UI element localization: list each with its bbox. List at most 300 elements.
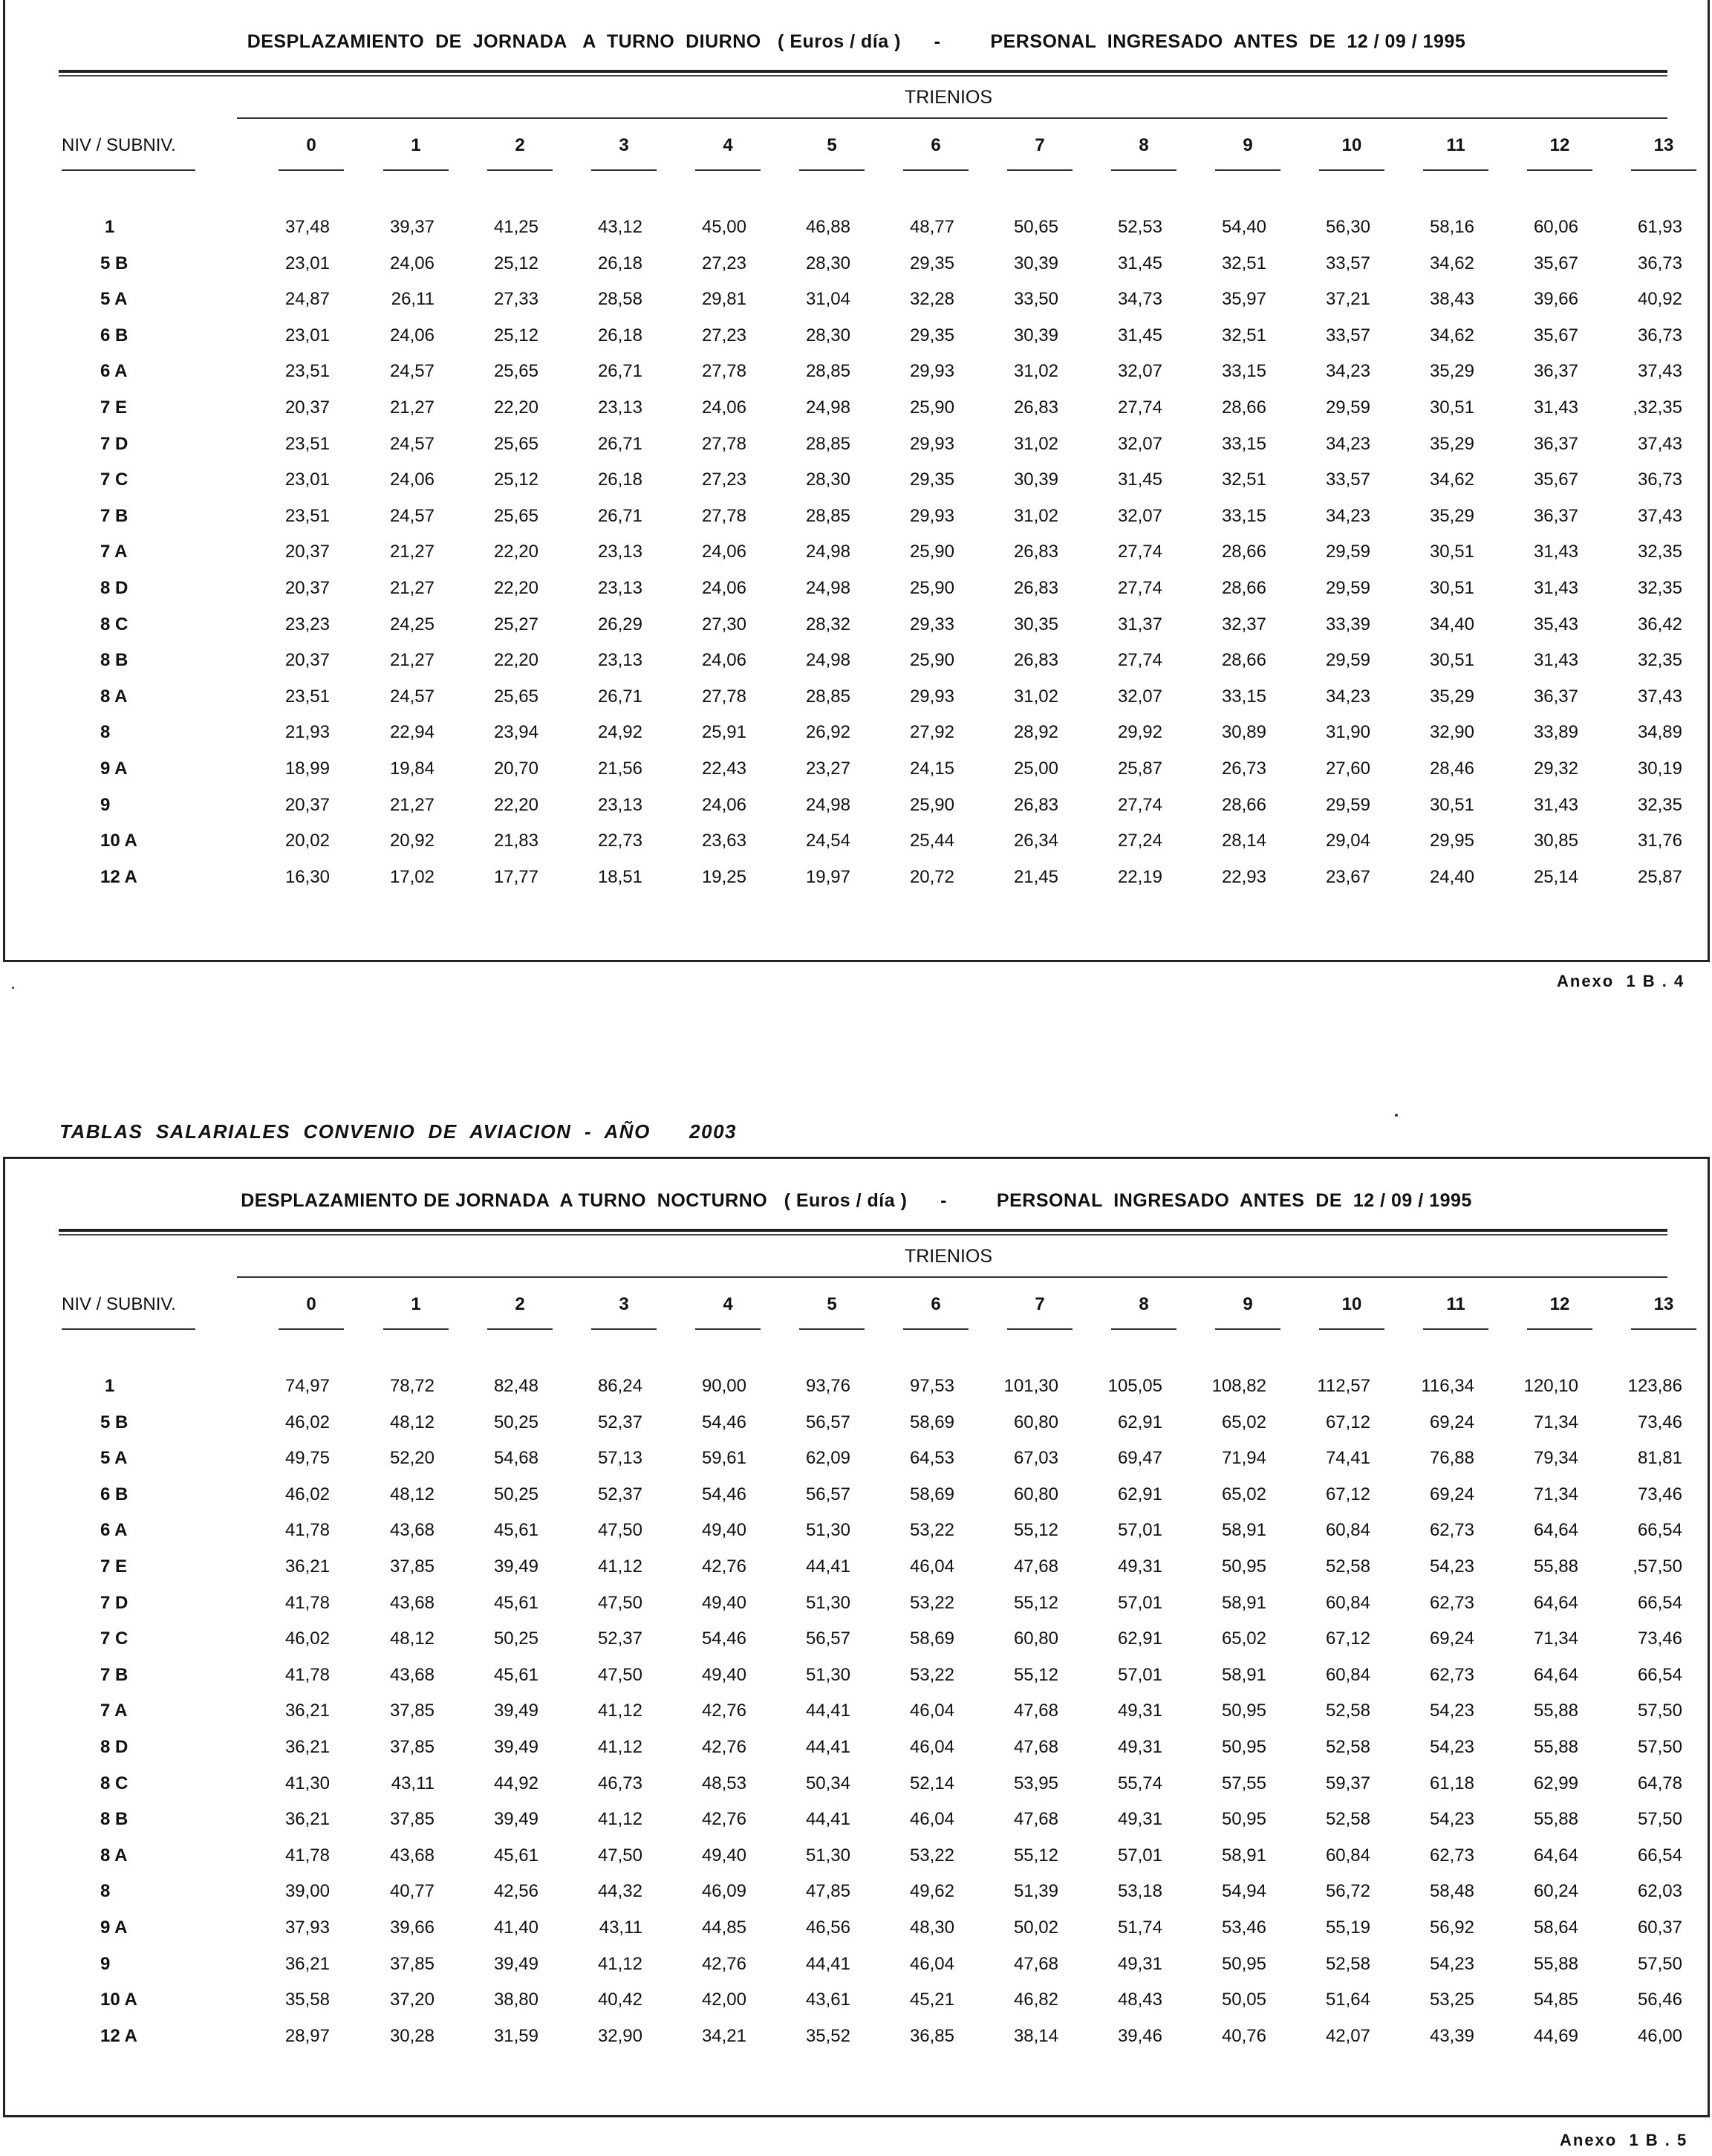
table-row: [5, 578, 1708, 614]
table-cell: 44,85: [701, 1918, 746, 1938]
table-cell: 26,71: [597, 361, 642, 382]
table-cell: 62,73: [1429, 1592, 1474, 1613]
table-cell: 60,84: [1325, 1520, 1370, 1541]
table-cell: 39,49: [493, 1809, 538, 1830]
table-cell: 23,13: [597, 397, 642, 418]
table-cell: 79,34: [1533, 1448, 1578, 1469]
table-cell: 71,34: [1533, 1629, 1578, 1649]
column-header-underline: [1007, 169, 1073, 171]
table-cell: 36,21: [284, 1953, 330, 1974]
table-cell: 50,95: [1221, 1809, 1266, 1830]
table-cell: 23,94: [493, 722, 538, 743]
table-cell: 120,10: [1523, 1376, 1578, 1396]
table-cell: 27,33: [493, 289, 538, 310]
table-cell: 57,01: [1117, 1664, 1162, 1685]
table-cell: 37,20: [389, 1990, 434, 2010]
table-cell: 26,83: [1013, 650, 1058, 671]
table-cell: 47,68: [1013, 1701, 1058, 1721]
table-row: [5, 542, 1708, 577]
table-cell: 47,68: [1013, 1556, 1058, 1577]
table-cell: 57,13: [597, 1448, 642, 1469]
table-cell: 31,59: [493, 2025, 538, 2046]
row-label: 9: [100, 1953, 111, 1974]
table-row: [5, 506, 1708, 542]
row-label: 8 A: [100, 686, 128, 707]
table-cell: 25,65: [493, 686, 538, 707]
table-cell: 54,46: [701, 1629, 746, 1649]
table-cell: 30,39: [1013, 325, 1058, 345]
table-row: [5, 289, 1708, 325]
table-row: [5, 470, 1708, 505]
table-cell: 62,03: [1637, 1881, 1682, 1902]
table-row: [5, 1990, 1708, 2025]
table-cell: 30,51: [1429, 794, 1474, 815]
table-cell: 25,90: [909, 542, 954, 562]
table-cell: 28,30: [805, 470, 850, 490]
table-cell: 58,16: [1429, 217, 1474, 237]
table-cell: 35,58: [284, 1990, 330, 2010]
table-cell: 41,78: [284, 1845, 330, 1866]
table-cell: 39,66: [389, 1918, 434, 1938]
table-cell: 27,23: [701, 470, 746, 490]
table-cell: 20,37: [284, 542, 330, 562]
row-label: 1: [105, 217, 115, 237]
table-cell: 32,90: [597, 2025, 642, 2046]
table-cell: 60,80: [1013, 1484, 1058, 1504]
table-cell: 39,37: [389, 217, 434, 237]
table-cell: 42,00: [701, 1990, 746, 2010]
table-cell: 26,71: [597, 505, 642, 526]
table-cell: 50,95: [1221, 1737, 1266, 1757]
table-cell: 50,25: [493, 1484, 538, 1504]
table-cell: 52,58: [1325, 1737, 1370, 1757]
table-cell: 25,27: [493, 614, 538, 634]
row-label: 6 B: [100, 1484, 128, 1504]
group-header-rule: [237, 1276, 1667, 1278]
table-cell: 52,14: [909, 1773, 954, 1793]
row-label: 8 C: [100, 614, 128, 634]
table-cell: 27,74: [1117, 578, 1162, 598]
table-cell: 55,88: [1533, 1556, 1578, 1577]
table-cell: 32,37: [1221, 614, 1266, 634]
table-cell: 74,97: [284, 1376, 330, 1396]
table-cell: 34,23: [1325, 505, 1370, 526]
annex-label: Anexo 1 B . 5: [1560, 2131, 1688, 2149]
table-cell: 28,66: [1221, 578, 1266, 598]
row-header: NIV / SUBNIV.: [62, 1294, 176, 1314]
table-cell: 56,92: [1429, 1918, 1474, 1938]
row-label: 7 C: [100, 1629, 128, 1649]
table-cell: 37,43: [1637, 433, 1682, 454]
table-cell: ,57,50: [1633, 1556, 1682, 1577]
column-header-underline: [487, 169, 553, 171]
table-cell: 20,37: [284, 397, 330, 418]
table-cell: 37,21: [1325, 289, 1370, 310]
column-header: 13: [1653, 135, 1674, 155]
table-cell: 29,32: [1533, 759, 1578, 779]
column-header-underline: [1319, 1328, 1384, 1330]
row-label: 8 D: [100, 578, 128, 598]
table-cell: 73,46: [1637, 1629, 1682, 1649]
table-cell: 46,09: [701, 1881, 746, 1902]
table-cell: 33,15: [1221, 505, 1266, 526]
table-cell: 108,82: [1211, 1376, 1266, 1396]
table-cell: 57,50: [1637, 1953, 1682, 1974]
table-cell: 67,12: [1325, 1629, 1370, 1649]
table-cell: 24,87: [284, 289, 330, 310]
table-cell: 73,46: [1637, 1412, 1682, 1432]
table-cell: 62,91: [1117, 1484, 1162, 1504]
column-header: 10: [1341, 135, 1362, 155]
table-cell: 44,69: [1533, 2025, 1578, 2046]
table-cell: 39,49: [493, 1953, 538, 1974]
table-cell: 37,43: [1637, 686, 1682, 707]
table-cell: 21,56: [597, 759, 642, 779]
table-cell: 41,30: [284, 1773, 330, 1793]
column-header-underline: [279, 169, 344, 171]
table-row: [5, 1412, 1708, 1448]
table-cell: 41,40: [493, 1918, 538, 1938]
table-row: [5, 722, 1708, 758]
table-cell: 29,59: [1325, 794, 1370, 815]
table-cell: 74,41: [1325, 1448, 1370, 1469]
table-cell: 44,41: [805, 1556, 850, 1577]
table-cell: 30,39: [1013, 253, 1058, 273]
table-cell: 21,27: [389, 650, 434, 671]
table-cell: 39,49: [493, 1737, 538, 1757]
table-cell: 24,06: [389, 253, 434, 273]
table-cell: 53,18: [1117, 1881, 1162, 1902]
table-cell: 30,51: [1429, 397, 1474, 418]
table-cell: 21,45: [1013, 866, 1058, 887]
table-row: [5, 217, 1708, 253]
table-cell: 36,73: [1637, 325, 1682, 345]
row-label: 7 D: [100, 433, 128, 454]
table-cell: 47,68: [1013, 1737, 1058, 1757]
table-cell: 37,43: [1637, 505, 1682, 526]
table-cell: 64,78: [1637, 1773, 1682, 1793]
column-header-underline: [695, 1328, 761, 1330]
table-cell: 62,73: [1429, 1520, 1474, 1541]
table-cell: 17,02: [389, 866, 434, 887]
table-cell: 25,87: [1117, 759, 1162, 779]
table-cell: 21,27: [389, 578, 434, 598]
table-cell: 40,77: [389, 1881, 434, 1902]
column-header: 3: [619, 1294, 629, 1314]
table-cell: 58,48: [1429, 1881, 1474, 1902]
row-label: 7 E: [100, 1556, 128, 1577]
table-cell: 22,20: [493, 650, 538, 671]
table-row: [5, 867, 1708, 903]
table-cell: 41,12: [597, 1737, 642, 1757]
table-cell: 31,02: [1013, 433, 1058, 454]
column-header: 1: [411, 135, 421, 155]
table-cell: 27,74: [1117, 794, 1162, 815]
table-cell: 28,46: [1429, 759, 1474, 779]
table-cell: 30,19: [1637, 759, 1682, 779]
table-cell: 31,02: [1013, 361, 1058, 382]
table-cell: 24,92: [597, 722, 642, 743]
table-cell: 43,68: [389, 1664, 434, 1685]
table-cell: 58,91: [1221, 1520, 1266, 1541]
table-row: [5, 1881, 1708, 1917]
table-cell: 61,18: [1429, 1773, 1474, 1793]
table-cell: 29,93: [909, 505, 954, 526]
table-cell: 101,30: [1003, 1376, 1058, 1396]
table-cell: 62,09: [805, 1448, 850, 1469]
table-cell: 27,30: [701, 614, 746, 634]
column-header-underline: [383, 1328, 449, 1330]
table-cell: 26,83: [1013, 794, 1058, 815]
table-cell: 32,07: [1117, 686, 1162, 707]
table-cell: 55,88: [1533, 1953, 1578, 1974]
table-cell: 23,63: [701, 831, 746, 851]
column-header: 3: [619, 135, 629, 155]
table-cell: 25,12: [493, 325, 538, 345]
table-cell: 24,98: [805, 578, 850, 598]
column-header-underline: [1111, 1328, 1176, 1330]
table-cell: 44,92: [493, 1773, 538, 1793]
table-cell: 36,37: [1533, 433, 1578, 454]
table-cell: 54,23: [1429, 1556, 1474, 1577]
row-label: 6 A: [100, 361, 128, 382]
table-cell: 23,13: [597, 578, 642, 598]
table-cell: 29,59: [1325, 578, 1370, 598]
table-cell: 26,83: [1013, 578, 1058, 598]
column-header: 11: [1446, 135, 1465, 155]
table-cell: 27,60: [1325, 759, 1370, 779]
table-cell: 17,77: [493, 866, 538, 887]
document-heading: TABLAS SALARIALES CONVENIO DE AVIACION - AÑO 2003: [59, 1120, 737, 1143]
table-cell: 29,93: [909, 686, 954, 707]
table-cell: 53,25: [1429, 1990, 1474, 2010]
group-header: TRIENIOS: [904, 87, 993, 108]
table-cell: 43,12: [597, 217, 642, 237]
table-cell: 23,01: [284, 470, 330, 490]
table-cell: 56,57: [805, 1412, 850, 1432]
table-cell: 25,12: [493, 253, 538, 273]
column-header-underline: [279, 1328, 344, 1330]
table-cell: 33,50: [1013, 289, 1058, 310]
column-header-underline: [591, 1328, 657, 1330]
table-row: [5, 759, 1708, 794]
table-cell: 20,37: [284, 650, 330, 671]
table-cell: 33,39: [1325, 614, 1370, 634]
table-row: [5, 1701, 1708, 1736]
row-label: 12 A: [100, 2025, 137, 2046]
table-cell: 46,04: [909, 1556, 954, 1577]
table-row: [5, 650, 1708, 686]
table-cell: 48,30: [909, 1918, 954, 1938]
table-cell: 19,84: [389, 759, 434, 779]
table-cell: 60,80: [1013, 1629, 1058, 1649]
column-header: 2: [515, 1294, 525, 1314]
table-cell: 65,02: [1221, 1629, 1266, 1649]
table-cell: 25,87: [1637, 866, 1682, 887]
table-cell: 21,27: [389, 397, 434, 418]
table-row: [5, 361, 1708, 397]
table-cell: 54,46: [701, 1484, 746, 1504]
table-cell: 73,46: [1637, 1484, 1682, 1504]
table-cell: 21,93: [284, 722, 330, 743]
table-cell: 38,43: [1429, 289, 1474, 310]
table-cell: 33,57: [1325, 253, 1370, 273]
table-cell: 26,83: [1013, 542, 1058, 562]
table-cell: 25,90: [909, 650, 954, 671]
table-cell: 20,02: [284, 831, 330, 851]
table-cell: 57,01: [1117, 1845, 1162, 1866]
table-cell: 54,23: [1429, 1809, 1474, 1830]
table-cell: 50,05: [1221, 1990, 1266, 2010]
table-cell: 29,93: [909, 361, 954, 382]
table-cell: 43,11: [599, 1918, 642, 1938]
table-cell: 55,12: [1013, 1592, 1058, 1613]
row-header: NIV / SUBNIV.: [62, 135, 176, 155]
table-cell: 112,57: [1317, 1376, 1370, 1396]
table-cell: 51,39: [1013, 1881, 1058, 1902]
table-cell: 29,35: [909, 253, 954, 273]
table-row: [5, 2026, 1708, 2062]
table-row: [5, 1376, 1708, 1412]
table-cell: 71,94: [1221, 1448, 1266, 1469]
table-cell: 26,73: [1221, 759, 1266, 779]
table-cell: 31,04: [805, 289, 850, 310]
row-label: 8 B: [100, 650, 128, 671]
table-cell: 46,56: [805, 1918, 850, 1938]
table-cell: 27,74: [1117, 397, 1162, 418]
table-cell: 43,68: [389, 1592, 434, 1613]
table-cell: 47,50: [597, 1845, 642, 1866]
column-header: 7: [1035, 1294, 1045, 1314]
table-cell: 54,94: [1221, 1881, 1266, 1902]
table-cell: 22,20: [493, 397, 538, 418]
table-cell: 32,51: [1221, 470, 1266, 490]
table-cell: 24,06: [701, 794, 746, 815]
table-cell: 24,98: [805, 397, 850, 418]
table-cell: 46,73: [597, 1773, 642, 1793]
table-cell: 21,83: [493, 831, 538, 851]
table-cell: 35,67: [1533, 253, 1578, 273]
table-cell: 43,39: [1429, 2025, 1474, 2046]
table-cell: 22,19: [1117, 866, 1162, 887]
table-cell: 49,40: [701, 1845, 746, 1866]
table-cell: 34,62: [1429, 325, 1474, 345]
row-label: 9 A: [100, 1918, 128, 1938]
table-cell: 28,85: [805, 505, 850, 526]
table-cell: 56,30: [1325, 217, 1370, 237]
table-cell: 35,97: [1221, 289, 1266, 310]
table-cell: 48,12: [389, 1629, 434, 1649]
table-title: DESPLAZAMIENTO DE JORNADA A TURNO NOCTURNO ( Euros / día ) - PERSONAL INGRESADO ANTES DE 12 / 09 / 1995: [241, 1190, 1472, 1211]
table-cell: 26,18: [597, 470, 642, 490]
table-cell: 26,71: [597, 433, 642, 454]
table-cell: 29,59: [1325, 542, 1370, 562]
table-cell: 16,30: [284, 866, 330, 887]
table-cell: 23,13: [597, 650, 642, 671]
table-cell: 30,51: [1429, 578, 1474, 598]
table-cell: 26,18: [597, 253, 642, 273]
table-cell: 66,54: [1637, 1664, 1682, 1685]
row-header-underline: [62, 1328, 195, 1330]
table-cell: 24,06: [389, 325, 434, 345]
table-cell: 45,61: [493, 1592, 538, 1613]
table-cell: 58,64: [1533, 1918, 1578, 1938]
table-cell: 27,23: [701, 325, 746, 345]
table-cell: 44,41: [805, 1701, 850, 1721]
table-cell: 57,01: [1117, 1520, 1162, 1541]
table-cell: 45,61: [493, 1520, 538, 1541]
table-cell: 22,20: [493, 794, 538, 815]
table-cell: 86,24: [597, 1376, 642, 1396]
table-cell: 33,57: [1325, 470, 1370, 490]
table-cell: 29,95: [1429, 831, 1474, 851]
table-cell: 26,34: [1013, 831, 1058, 851]
row-label: 6 A: [100, 1520, 128, 1541]
table-row: [5, 1918, 1708, 1953]
table-cell: 31,45: [1117, 253, 1162, 273]
table-cell: 34,23: [1325, 433, 1370, 454]
table-cell: 49,31: [1117, 1701, 1162, 1721]
row-label: 7 B: [100, 1664, 128, 1685]
table-cell: 48,43: [1117, 1990, 1162, 2010]
table-cell: 35,29: [1429, 361, 1474, 382]
row-label: 5 A: [100, 289, 128, 310]
table-cell: 23,01: [284, 325, 330, 345]
table-cell: 39,00: [284, 1881, 330, 1902]
table-cell: 42,07: [1325, 2025, 1370, 2046]
table-cell: 81,81: [1637, 1448, 1682, 1469]
table-cell: 46,02: [284, 1484, 330, 1504]
table-cell: 26,18: [597, 325, 642, 345]
table-cell: 78,72: [389, 1376, 434, 1396]
table-cell: 71,34: [1533, 1484, 1578, 1504]
table-cell: 58,69: [909, 1412, 954, 1432]
table-cell: 33,57: [1325, 325, 1370, 345]
table-cell: 48,12: [389, 1412, 434, 1432]
table-cell: 71,34: [1533, 1412, 1578, 1432]
row-label: 7 A: [100, 1701, 128, 1721]
table-cell: 24,06: [701, 578, 746, 598]
table-cell: 54,23: [1429, 1953, 1474, 1974]
table-cell: 49,31: [1117, 1556, 1162, 1577]
table-cell: 23,13: [597, 794, 642, 815]
table-cell: 52,53: [1117, 217, 1162, 237]
table-cell: 25,00: [1013, 759, 1058, 779]
table-cell: 36,21: [284, 1556, 330, 1577]
table-cell: 31,90: [1325, 722, 1370, 743]
row-label: 7 D: [100, 1592, 128, 1613]
table-cell: 49,40: [701, 1592, 746, 1613]
table-cell: 54,46: [701, 1412, 746, 1432]
row-label: 8 B: [100, 1809, 128, 1830]
table-cell: 30,51: [1429, 542, 1474, 562]
table-cell: 36,21: [284, 1737, 330, 1757]
table-row: [5, 1593, 1708, 1629]
column-header: 7: [1035, 135, 1045, 155]
column-header: 4: [723, 135, 733, 155]
table-row: [5, 1665, 1708, 1701]
table-cell: 60,37: [1637, 1918, 1682, 1938]
table-cell: 27,78: [701, 505, 746, 526]
table-cell: 26,29: [597, 614, 642, 634]
table-cell: 49,75: [284, 1448, 330, 1469]
table-cell: 32,35: [1637, 578, 1682, 598]
table-cell: 55,12: [1013, 1845, 1058, 1866]
table-cell: 53,22: [909, 1592, 954, 1613]
table-cell: 47,50: [597, 1592, 642, 1613]
table-cell: 39,66: [1533, 289, 1578, 310]
table-cell: 76,88: [1429, 1448, 1474, 1469]
